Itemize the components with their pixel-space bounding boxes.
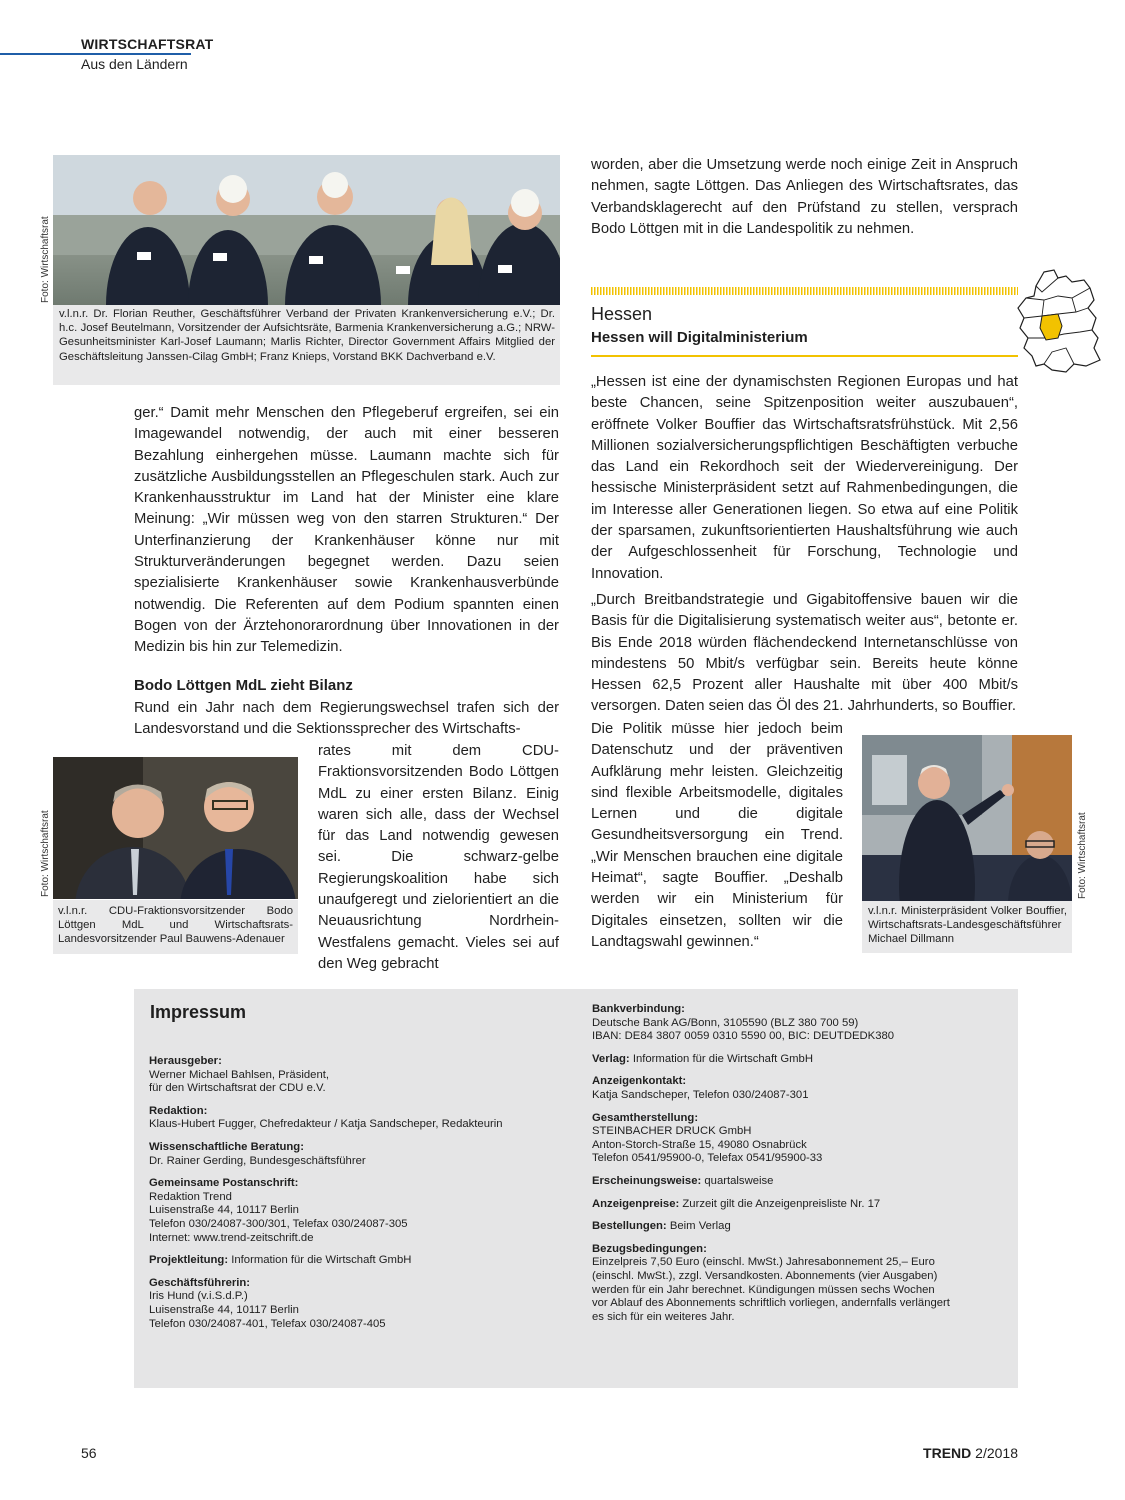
impressum-value: Zurzeit gilt die Anzeigenpreisliste Nr. 17 [679, 1197, 881, 1210]
photo-caption-text: v.l.n.r. Dr. Florian Reuther, Geschäftsführer Verband der Privaten Krankenversicherung e.V.; Dr. h.c. Josef Beutelmann, Vorsitzender der Aufsichtsräte, Barmenia Krankenversicherung a.G.; NRW-Gesunheitsminister Karl-Josef Laumann; Marlis Richter, Director Government Affairs Mitglied der Geschäftsleitung Janssen-Cilag GmbH; Franz Knieps, Vorstand BKK Dachverband e.V. [59, 308, 555, 363]
impressum-value: werden für ein Jahr berechnet. Kündigungen müssen sechs Wochen [592, 1283, 935, 1296]
impressum-value: Dr. Rainer Gerding, Bundesgeschäftsführer [149, 1154, 366, 1167]
impressum-label: Erscheinungsweise: [592, 1174, 702, 1187]
impressum-entry [592, 1198, 1012, 1212]
impressum-entry [592, 1175, 1012, 1189]
impressum-left-column [149, 1055, 569, 1340]
impressum-value: Luisenstraße 44, 10117 Berlin [149, 1303, 299, 1316]
article-headline: Hessen will Digitalministerium [591, 329, 808, 346]
bouffier-photo [862, 735, 1072, 901]
impressum-label: Anzeigenkontakt: [592, 1075, 687, 1088]
article-paragraph: Die Politik müsse hier jedoch beim Datenschutz und der präventiven Aufklärung mehr leisten. Gleichzeitig sind flexible Arbeitsmodelle, digitales Lernen und die digitale Gesundheitsversorgung ein Trend. „Wir Menschen brauchen eine digitale Heimat“, sagte Bouffier. „Deshalb werden wir ein Ministerium für Digitales einsetzen, sollten wir die Landtagswahl gewinnen.“ [591, 721, 843, 950]
photo-credit: Foto: Wirtschaftsrat [1077, 812, 1088, 899]
impressum-value: Telefon 030/24087-401, Telefax 030/24087-405 [149, 1317, 386, 1330]
magazine-name: TREND [923, 1445, 972, 1461]
group-photo-figures [53, 155, 560, 305]
impressum-value: STEINBACHER DRUCK GmbH [592, 1125, 752, 1138]
impressum-label: Anzeigenpreise: [592, 1197, 680, 1210]
photo-caption [53, 305, 560, 385]
impressum-value: IBAN: DE84 3807 0059 0310 5590 00, BIC: DEUTDEDK380 [592, 1030, 895, 1043]
photo-caption-text: v.l.n.r. Ministerpräsident Volker Bouffier, Wirtschaftsrats-Landesgeschäftsführer Michael Dillmann [868, 905, 1067, 946]
impressum-entry [149, 1277, 569, 1331]
article-paragraph: worden, aber die Umsetzung werde noch einige Zeit in Anspruch nehmen, sagte Löttgen. Das Anliegen des Wirtschaftsrates, das Verbandsklagerecht auf den Prüfstand zu stellen, versprach Bodo Löttgen mit in die Landespolitik zu nehmen. [591, 157, 1018, 237]
impressum-value: Katja Sandscheper, Telefon 030/24087-301 [592, 1088, 809, 1101]
article-paragraph: rates mit dem CDU-Fraktionsvorsitzenden Bodo Löttgen MdL zu einer ersten Bilanz. Einig waren sich alle, dass der Wechsel für das Land notwendig gewesen sei. Die schwarz-gelbe Regierungskoalition habe sich unaufgeregt und zielorientiert an die Neuausrichtung Nordrhein-Westfalens gemacht. Vieles sei auf den Weg gebracht [318, 743, 559, 972]
impressum-value: Information für die Wirtschaft GmbH [629, 1052, 814, 1065]
photo-credit: Foto: Wirtschaftsrat [40, 810, 51, 897]
impressum-label: Bankverbindung: [592, 1003, 685, 1015]
impressum-right-column [592, 1003, 1012, 1333]
impressum-entry [149, 1055, 569, 1096]
impressum-label: Redaktion: [149, 1104, 208, 1117]
section-subtitle: Aus den Ländern [81, 56, 188, 72]
impressum-value: Werner Michael Bahlsen, Präsident, [149, 1068, 329, 1081]
impressum-value: Telefon 0541/95900-0, Telefax 0541/95900-33 [592, 1152, 823, 1165]
section-separator [591, 287, 1018, 295]
germany-map-icon [1014, 268, 1106, 376]
impressum-label: Bestellungen: [592, 1220, 667, 1233]
impressum-entry [592, 1220, 1012, 1234]
group-photo [53, 155, 560, 305]
page-number: 56 [81, 1445, 97, 1461]
impressum-title: Impressum [150, 1002, 247, 1022]
impressum-value: Einzelpreis 7,50 Euro (einschl. MwSt.) Jahresabonnement 25,– Euro [592, 1256, 935, 1269]
impressum-value: für den Wirtschaftsrat der CDU e.V. [149, 1082, 326, 1095]
photo-caption [862, 901, 1072, 953]
impressum-label: Gemeinsame Postanschrift: [149, 1177, 299, 1190]
article-paragraph: Rund ein Jahr nach dem Regierungswechsel trafen sich der Landesvorstand und die Sektionssprecher des Wirtschafts- [134, 700, 559, 738]
article-paragraph: „Durch Breitbandstrategie und Gigabitoffensive bauen wir die Basis für die Digitalisierung systematisch weiter aus“, betonte er. Bis Ende 2018 würden flächendeckend Internetanschlüsse von mindestens 50 Mbit/s verfügbar sein. Bereits heute könne Hessen 62,5 Prozent aller Haushalte mit über 400 Mbit/s versorgen. Daten seien das Öl des 21. Jahrhunderts, so Bouffier. [591, 592, 1018, 715]
impressum-entry [592, 1243, 1012, 1325]
impressum-value: Luisenstraße 44, 10117 Berlin [149, 1204, 299, 1217]
photo-credit: Foto: Wirtschaftsrat [40, 216, 51, 303]
issue-number: 2/2018 [975, 1445, 1018, 1461]
impressum-value: Anton-Storch-Straße 15, 49080 Osnabrück [592, 1138, 807, 1151]
impressum-label: Herausgeber: [149, 1055, 222, 1067]
portrait-photo-figures [53, 757, 298, 899]
impressum-entry [149, 1105, 569, 1132]
impressum-label: Wissenschaftliche Beratung: [149, 1140, 304, 1153]
impressum-entry [592, 1075, 1012, 1102]
article-paragraph: „Hessen ist eine der dynamischsten Regionen Europas und hat beste Chancen, seine Spitzenposition weiter auszubauen“, eröffnete Volker Bouffier das Wirtschaftsratsfrühstück. Mit 2,56 Millionen sozialversicherungspflichtigen Beschäftigten verbuche das Land ein Rekordhoch seit der Wiedervereinigung. Der hessische Ministerpräsident setzt auf Rahmenbedingungen, die im Interesse aller Generationen liegen. So etwa auf eine Politik der sparsamen, zukunftsorientierten Haushaltsführung wie auch der Aufgeschlossenheit für Forschung, Technologie und Innovation. [591, 374, 1018, 582]
impressum-box [134, 989, 1018, 1388]
impressum-label: Geschäftsführerin: [149, 1276, 251, 1289]
impressum-value: Redaktion Trend [149, 1190, 232, 1203]
impressum-value: Telefon 030/24087-300/301, Telefax 030/24087-305 [149, 1217, 408, 1230]
bouffier-photo-figures [862, 735, 1072, 901]
impressum-label: Gesamtherstellung: [592, 1111, 699, 1124]
impressum-entry [149, 1254, 569, 1268]
region-label: Hessen [591, 304, 653, 324]
impressum-entry [592, 1003, 1012, 1044]
impressum-label: Projektleitung: [149, 1254, 229, 1267]
subheading: Bodo Löttgen MdL zieht Bilanz [134, 677, 353, 694]
headline-rule [591, 355, 1018, 357]
impressum-label: Bezugsbedingungen: [592, 1242, 707, 1255]
impressum-label: Verlag: [592, 1052, 630, 1065]
impressum-value: Deutsche Bank AG/Bonn, 3105590 (BLZ 380 700 59) [592, 1016, 859, 1029]
impressum-value: Klaus-Hubert Fugger, Chefredakteur / Katja Sandscheper, Redakteurin [149, 1118, 503, 1131]
photo-caption [53, 900, 298, 954]
impressum-entry [592, 1112, 1012, 1166]
impressum-value: vor Ablauf des Abonnements schriftlich vorliegen, andernfalls verlängert [592, 1297, 950, 1310]
impressum-value: es sich für ein weiteres Jahr. [592, 1310, 735, 1323]
section-title: WIRTSCHAFTSRAT [81, 36, 214, 52]
impressum-value: Internet: www.trend-zeitschrift.de [149, 1231, 314, 1244]
article-paragraph: ger.“ Damit mehr Menschen den Pflegeberuf ergreifen, sei ein Imagewandel notwendig, der auch mit einer besseren Bezahlung einhergehen müsse. Laumann machte sich für zusätzliche Ausbildungsstellen an Pflegeschulen stark. Auch zur Krankenhausstruktur im Land hat der Minister eine klare Meinung: „Wir müssen weg von den starren Strukturen.“ Der Unterfinanzierung der Krankenhäuser könne nur mit Strukturveränderungen begegnet werden. Dazu seien spezialisierte Krankenhäuser sowie Krankenhausverbünde notwendig. Die Referenten auf dem Podium spannten einen Bogen von der Ärztehonorarordnung über Innovationen in der Medizin bis hin zur Telemedizin. [134, 405, 559, 656]
impressum-entry [592, 1053, 1012, 1067]
impressum-entry [149, 1177, 569, 1245]
portrait-photo [53, 757, 298, 899]
impressum-value: (einschl. MwSt.), zzgl. Versandkosten. Abonnements (vier Ausgaben) [592, 1269, 938, 1282]
impressum-value: Information für die Wirtschaft GmbH [228, 1254, 412, 1267]
footer-issue [920, 1445, 1018, 1461]
photo-caption-text: v.l.n.r. CDU-Fraktionsvorsitzender Bodo Löttgen MdL und Wirtschaftsrats-Landesvorsitzender Paul Bauwens-Adenauer [58, 905, 293, 946]
impressum-value: Iris Hund (v.i.S.d.P.) [149, 1290, 248, 1303]
header-rule [0, 53, 191, 55]
impressum-value: Beim Verlag [666, 1220, 731, 1233]
impressum-value: quartalsweise [701, 1174, 774, 1187]
impressum-entry [149, 1141, 569, 1168]
